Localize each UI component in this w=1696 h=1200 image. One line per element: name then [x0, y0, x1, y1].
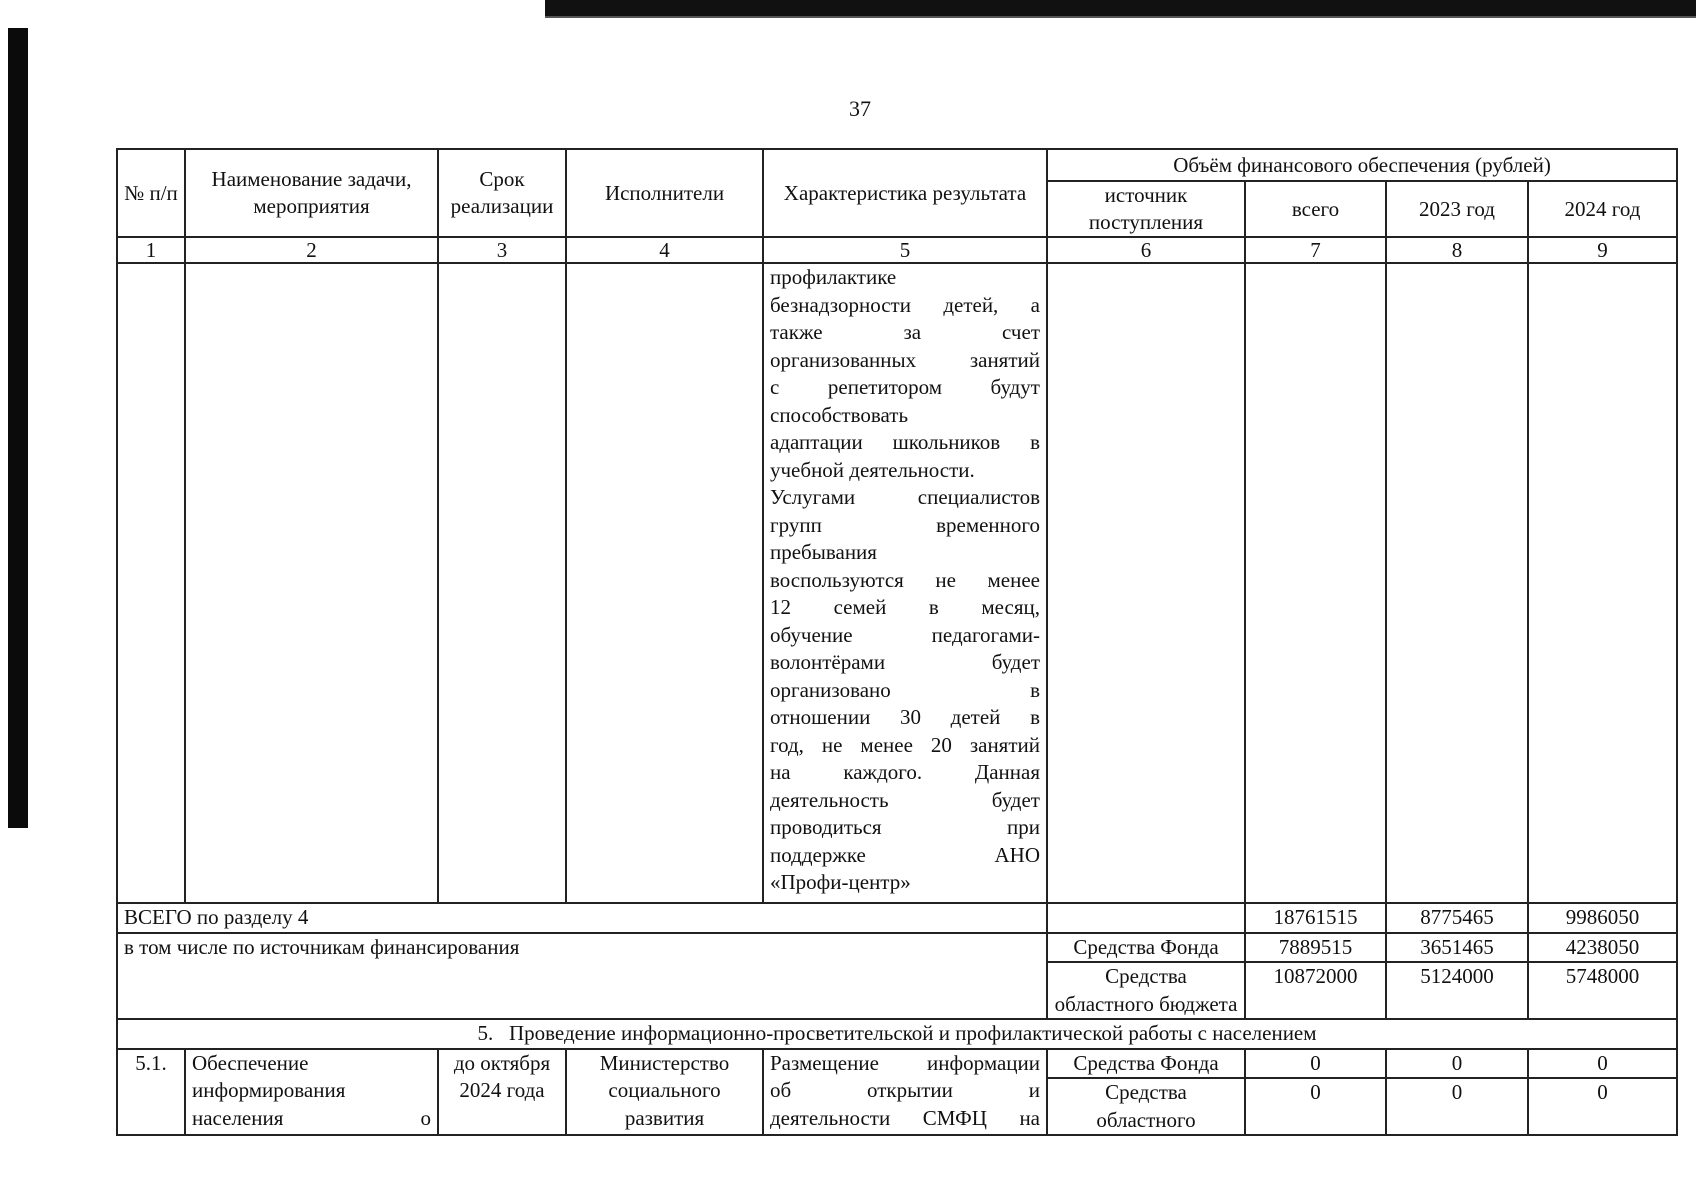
text-line: учебной деятельности. [770, 457, 975, 482]
text-line: также за счет [770, 320, 1040, 344]
source-2024: 5748000 [1528, 962, 1677, 1019]
column-number: 8 [1386, 237, 1528, 263]
cell-empty [117, 263, 185, 903]
scan-edge-top [545, 0, 1696, 16]
cell-empty [1528, 263, 1677, 903]
text-line: поддержке АНО [770, 842, 1040, 867]
cell-empty [1047, 263, 1245, 903]
text-line: организовано в [770, 677, 1040, 702]
scan-edge-left [8, 28, 28, 828]
row-5-1-source-2024: 0 [1528, 1078, 1677, 1135]
header-total: всего [1245, 181, 1386, 237]
source-2024: 4238050 [1528, 933, 1677, 963]
total-section4-2023: 8775465 [1386, 903, 1528, 933]
text-line: организованных занятий [770, 347, 1040, 372]
total-section4-total: 18761515 [1245, 903, 1386, 933]
cell-empty [566, 263, 763, 903]
header-num: № п/п [117, 149, 185, 237]
section5-title: 5. Проведение информационно-просветительской и профилактической работы с населением [117, 1019, 1677, 1049]
row-5-1-result-line: деятельности СМФЦ на [770, 1105, 1040, 1130]
row-5-1-source-2023: 0 [1386, 1049, 1528, 1079]
page-number: 37 [849, 96, 871, 121]
header-2024: 2024 год [1528, 181, 1677, 237]
text-line: с репетитором будут [770, 375, 1040, 399]
finance-table [116, 148, 1678, 1136]
source-2023: 5124000 [1386, 962, 1528, 1019]
row-5-1-source-name: Средства областного [1047, 1078, 1245, 1135]
source-total: 10872000 [1245, 962, 1386, 1019]
scan-edge-top-line [545, 16, 1696, 18]
column-number: 4 [566, 237, 763, 263]
text-line: деятельность будет [770, 787, 1040, 812]
row-5-1-name-last-line [192, 1105, 431, 1133]
header-name: Наименование задачи, мероприятия [185, 149, 438, 237]
row-5-1-name [185, 1049, 438, 1136]
row-5-1-result-line: Размещение информации [770, 1050, 1040, 1075]
row-5-1-result [763, 1049, 1047, 1136]
cell-empty [438, 263, 566, 903]
text-line: способствовать [770, 402, 909, 427]
cell-empty [1245, 263, 1386, 903]
row-5-1-source-total: 0 [1245, 1049, 1386, 1079]
text-line: Услугами специалистов [770, 485, 1040, 509]
header-source: источник поступления [1047, 181, 1245, 237]
header-result: Характеристика результата [763, 149, 1047, 237]
cell-empty [1047, 903, 1245, 933]
column-number: 2 [185, 237, 438, 263]
text-line: 12 семей в месяц, [770, 595, 1040, 619]
row-5-1-source-2023: 0 [1386, 1078, 1528, 1135]
cell-empty [1386, 263, 1528, 903]
column-number: 1 [117, 237, 185, 263]
continuation-row [117, 263, 1677, 903]
cell-empty [185, 263, 438, 903]
text-line: «Профи-центр» [770, 870, 911, 894]
text-line: год, не менее 20 занятий [770, 732, 1040, 757]
column-number: 6 [1047, 237, 1245, 263]
source-row [117, 933, 1677, 963]
row-5-1-term: до октября 2024 года [438, 1049, 566, 1136]
header-executors: Исполнители [566, 149, 763, 237]
total-section4-row [117, 903, 1677, 933]
column-number: 3 [438, 237, 566, 263]
row-5-1-result-line: об открытии и [770, 1078, 1040, 1102]
column-number: 7 [1245, 237, 1386, 263]
text-line: на каждого. Данная [770, 760, 1040, 784]
text-line: пребывания [770, 540, 877, 564]
column-number: 5 [763, 237, 1047, 263]
source-2023: 3651465 [1386, 933, 1528, 963]
row-5-1-num: 5.1. [117, 1049, 185, 1136]
total-section4-2024: 9986050 [1528, 903, 1677, 933]
including-label: в том числе по источникам финансирования [117, 933, 1047, 1020]
column-number: 9 [1528, 237, 1677, 263]
result-continuation-text [763, 263, 1047, 903]
text-line: безнадзорности детей, а [770, 292, 1040, 317]
text-line: групп временного [770, 512, 1040, 537]
row-5-1-name-tail: о [420, 1105, 431, 1130]
row-5-1-source-2024: 0 [1528, 1049, 1677, 1079]
row-5-1 [117, 1049, 1677, 1079]
header-finance-group: Объём финансового обеспечения (рублей) [1047, 149, 1677, 181]
source-total: 7889515 [1245, 933, 1386, 963]
row-5-1-executors: Министерство социального развития [566, 1049, 763, 1136]
source-name: Средства областного бюджета [1047, 962, 1245, 1019]
row-5-1-source-total: 0 [1245, 1078, 1386, 1135]
text-line: отношении 30 детей в [770, 705, 1040, 729]
text-line: профилактике [770, 265, 897, 289]
text-line: обучение педагогами- [770, 622, 1040, 647]
header-term: Срок реализации [438, 149, 566, 237]
row-5-1-name-line: Обеспечение [192, 1050, 309, 1075]
text-line: волонтёрами будет [770, 650, 1040, 674]
source-name: Средства Фонда [1047, 933, 1245, 963]
row-5-1-name-line: информирования [192, 1078, 346, 1102]
row-5-1-source-name: Средства Фонда [1047, 1049, 1245, 1079]
row-5-1-name-line: населения [192, 1105, 284, 1130]
text-line: адаптации школьников в [770, 430, 1040, 454]
header-2023: 2023 год [1386, 181, 1528, 237]
total-section4-label: ВСЕГО по разделу 4 [117, 903, 1047, 933]
text-line: проводиться при [770, 815, 1040, 839]
section5-title-row [117, 1019, 1677, 1049]
text-line: воспользуются не менее [770, 567, 1040, 592]
